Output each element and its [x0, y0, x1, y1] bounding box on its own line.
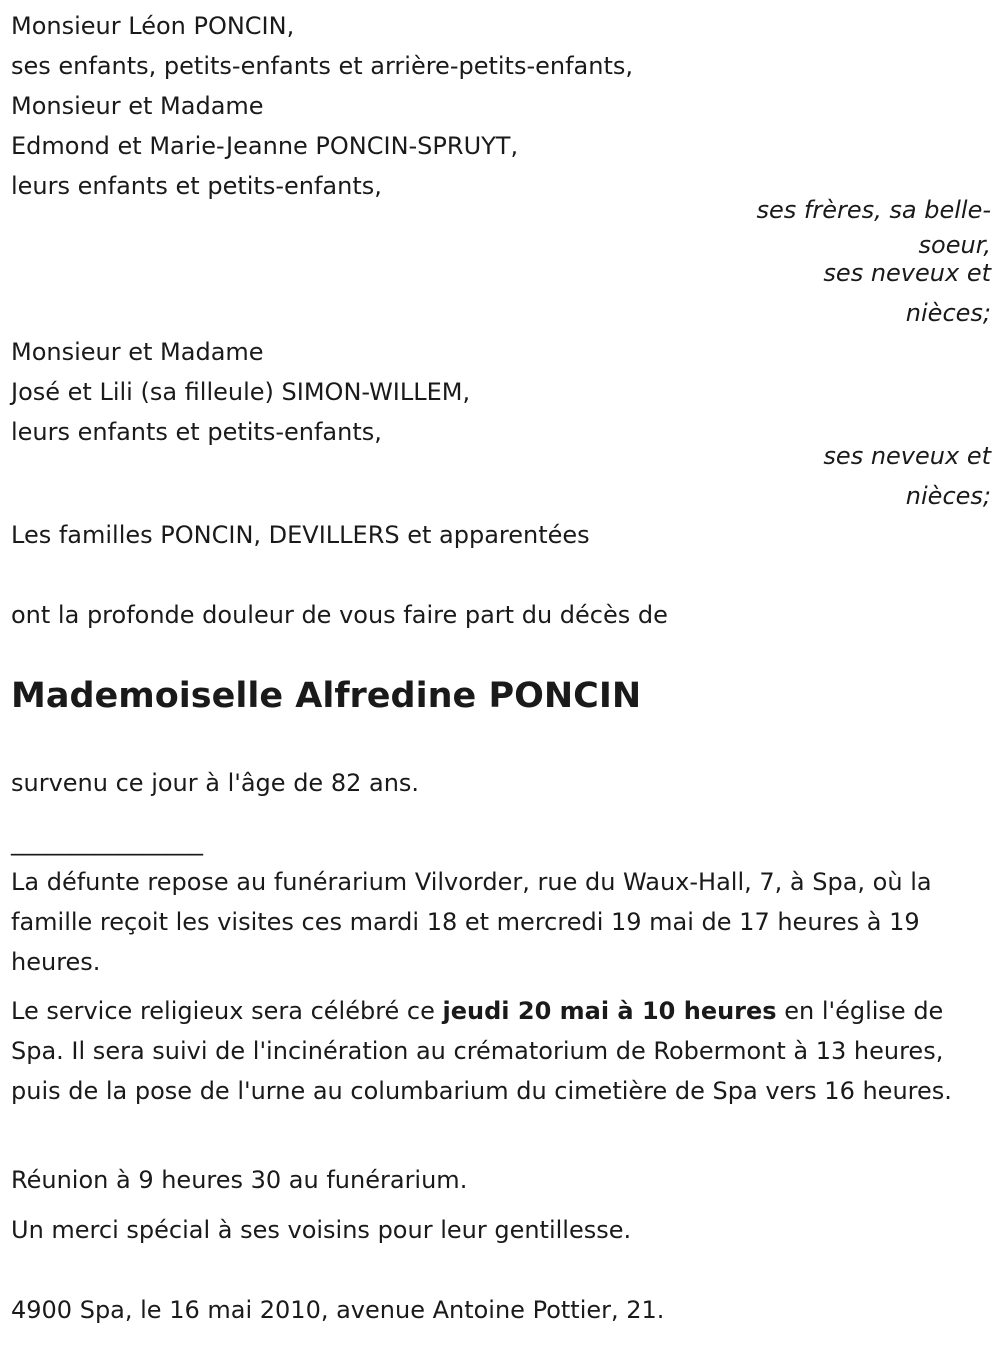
family-line-edmond: Edmond et Marie-Jeanne PONCIN-SPRUYT, — [11, 132, 519, 160]
service-text-after: en l'église de Spa. Il sera suivi de l'incinération au crématorium de Robermont à 13 heures, puis de la pose de l'urne au columbarium du cimetière de Spa vers 16 heures. — [11, 997, 952, 1105]
service-paragraph — [11, 991, 991, 1111]
relation-nephews-2: ses neveux et — [823, 442, 991, 470]
address-line: 4900 Spa, le 16 mai 2010, avenue Antoine Pottier, 21. — [11, 1296, 665, 1324]
age-line: survenu ce jour à l'âge de 82 ans. — [11, 769, 420, 797]
separator-line: ________________ — [11, 828, 203, 856]
family-line-their-children: leurs enfants et petits-enfants, — [11, 172, 382, 200]
thanks-line: Un merci spécial à ses voisins pour leur gentillesse. — [11, 1216, 632, 1244]
relation-nieces: nièces; — [905, 299, 991, 327]
family-line-their-children-2: leurs enfants et petits-enfants, — [11, 418, 382, 446]
families-line: Les familles PONCIN, DEVILLERS et apparentées — [11, 521, 590, 549]
family-line-leon: Monsieur Léon PONCIN, — [11, 12, 295, 40]
obituary-notice — [11, 0, 991, 1345]
announcement-line: ont la profonde douleur de vous faire part du décès de — [11, 601, 668, 629]
family-line-jose-lili: José et Lili (sa filleule) SIMON-WILLEM, — [11, 378, 471, 406]
relation-nephews: ses neveux et — [823, 259, 991, 287]
meeting-line: Réunion à 9 heures 30 au funérarium. — [11, 1166, 468, 1194]
family-line-monsieur-madame-2: Monsieur et Madame — [11, 338, 264, 366]
relation-nieces-2: nièces; — [905, 482, 991, 510]
family-line-children: ses enfants, petits-enfants et arrière-petits-enfants, — [11, 52, 634, 80]
visitation-paragraph: La défunte repose au funérarium Vilvorder, rue du Waux-Hall, 7, à Spa, où la famille reçoit les visites ces mardi 18 et mercredi 19 mai de 17 heures à 19 heures. — [11, 868, 932, 976]
relation-siblings: ses frères, sa belle- — [756, 196, 991, 224]
service-date-bold: jeudi 20 mai à 10 heures — [442, 997, 777, 1025]
relation-sister-in-law: soeur, — [918, 231, 991, 259]
service-text-before: Le service religieux sera célébré ce — [11, 997, 443, 1025]
family-line-monsieur-madame: Monsieur et Madame — [11, 92, 264, 120]
deceased-name: Mademoiselle Alfredine PONCIN — [11, 676, 642, 716]
